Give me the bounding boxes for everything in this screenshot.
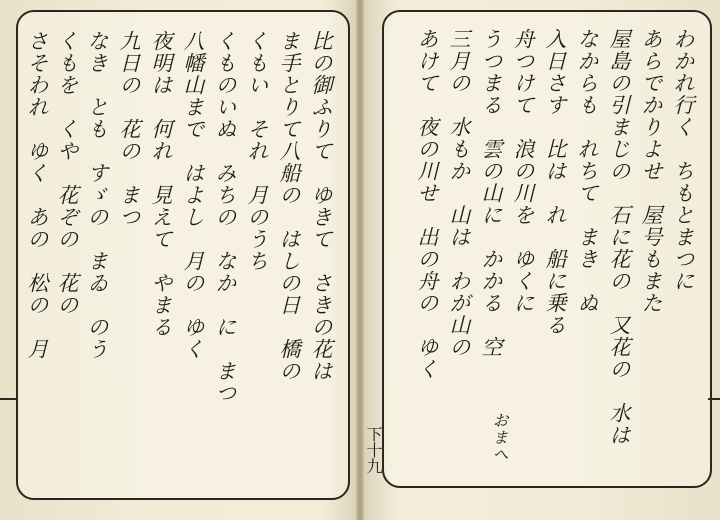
text-column: さそわれ ゆく あの 松の 月 [25,30,49,360]
text-column: なき とも すゞの まゐ のう [85,30,109,360]
text-column: あらでかりよせ 屋号もまた [639,28,663,314]
left-page [16,10,350,500]
text-column: 八幡山まで はよし 月の ゆく [181,30,205,360]
text-column: あけて 夜の川せ 出の舟の ゆく [415,28,439,380]
page-edge-mark [0,398,16,400]
right-page [382,10,712,488]
text-column: 三月の 水もか 山は わが山の [447,28,471,358]
text-column: 屋島の引まじの 石に花の 又花の 水は [607,28,631,446]
margin-note: おまへ [490,412,509,463]
text-column: くもい それ 月のうち [245,30,269,272]
text-column: くもを くや 花ぞの 花の [55,30,79,316]
text-column: ま手とりて八船の はしの日 橋の [277,30,301,382]
text-column: わかれ行く ちもとまつに [671,28,695,292]
text-column: うつまる 雲の山に かかる 空 [479,28,503,358]
text-column: なからも れちて まき ぬ [575,28,599,314]
text-column: 舟つけて 浪の川を ゆくに [511,28,535,314]
text-column: 九日の 花の まつ [117,30,141,228]
folio-number: 下十九 [364,426,383,474]
text-column: 入日さす 比は れ 船に乗る [543,28,567,336]
text-column: 夜明は 何れ 見えて やまる [149,30,173,338]
text-column: くものいぬ みちの なか に まつ [213,30,237,404]
text-column: 比の御ふりて ゆきて さきの花は [309,30,333,382]
page-edge-mark [708,398,720,400]
